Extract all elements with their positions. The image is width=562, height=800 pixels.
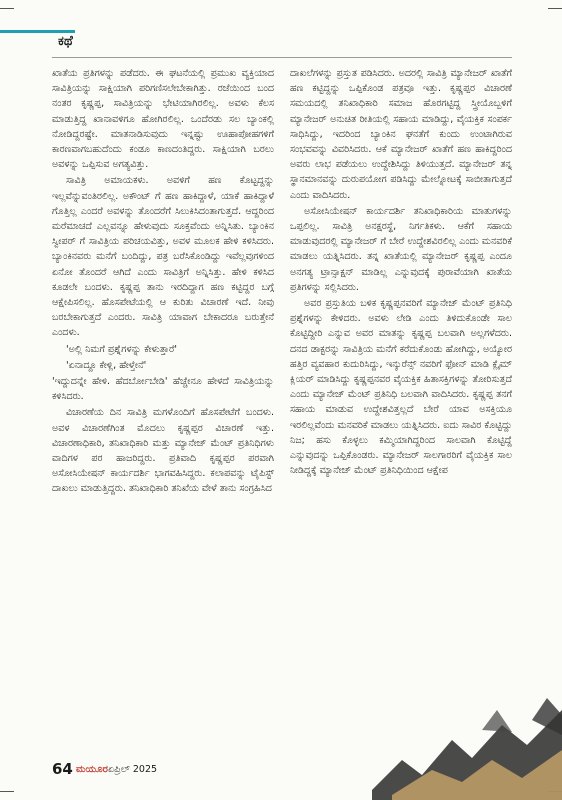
paragraph: ಅಸೋಸಿಯೇಷನ್ ಕಾರ್ಯದರ್ಶಿ ತನಿಖಾಧಿಕಾರಿಯ ಮಾತುಗಳನ್ನು ಒಪ್ಪಲಿಲ್ಲ. ಸಾವಿತ್ರಿ ಅನಕ್ಷರಸ್ಥೆ, ನಿರ್ಗತಿಕಳು. ಆಕೆಗೆ ಸಹಾಯ ಮಾಡುವುದರಲ್ಲಿ ಮ್ಯಾನೇಜರ್ ಗೆ ಬೇರೆ ಉದ್ದೇಶವಿರಲಿಲ್ಲ ಎಂದು ಮನವರಿಕೆ ಮಾಡಲು ಯತ್ನಿಸಿದರು. ತನ್ನ ಖಾತೆಯಲ್ಲಿ ಮ್ಯಾನೇಜರ್ ಕೃಷ್ಣಪ್ಪ ಎಂದೂ ಅನಗತ್ಯ ಟ್ರಾನ್ಸಾಕ್ಷನ್ ಮಾಡಿಲ್ಲ ಎನ್ನುವುದಕ್ಕೆ ಪುರಾವೆಯಾಗಿ ಖಾತೆಯ ಪ್ರತಿಗಳನ್ನು ಸಲ್ಲಿಸಿದರು. <box>290 205 512 293</box>
crop-mark <box>0 791 14 792</box>
paragraph: 'ಏನಾದ್ದೂ ಕೇಳ್ಲಿ, ಹೇಳ್ತೇನೆ' <box>66 359 147 371</box>
paragraph: 'ಇದ್ದುದನ್ನೇ ಹೇಳಿ. ಹೆದರ್ಬೋಬೇಡಿ' ಹೆಚ್ಚೇನೂ ಹೇಳದೆ ಸಾವಿತ್ರಿಯನ್ನು ಕಳಿಸಿದರು. <box>52 376 274 403</box>
decorative-brush-art <box>362 690 562 800</box>
paragraph: ದಾಖಲೆಗಳನ್ನು ಪ್ರಸ್ತುತ ಪಡಿಸಿದರು. ಅದರಲ್ಲಿ ಸಾವಿತ್ರಿ ಮ್ಯಾನೇಜರ್ ಖಾತೆಗೆ ಹಣ ಕಟ್ಟಿದ್ದನ್ನು ಒಪ್ಪಿಕೊಂಡ ಪತ್ರವೂ ಇತ್ತು. ಕೃಷ್ಣಪ್ಪರ ವಿಚಾರಣೆ ಸಮಯದಲ್ಲಿ ತನಿಖಾಧಿಕಾರಿ ಸಮಾಜ ಹೊರಗಟ್ಟಿದ್ದ ಸ್ತ್ರೀಯೊಬ್ಬಳಿಗೆ ಮ್ಯಾನೇಜರ್ ಅನುಚಿತ ರೀತಿಯಲ್ಲಿ ಸಹಾಯ ಮಾಡಿದ್ದು, ವೈಯಕ್ತಿಕ ಸಂಪರ್ಕ ಸಾಧಿಸಿದ್ದು, ಇದರಿಂದ ಬ್ಯಾಂಕಿನ ಘನತೆಗೆ ಕುಂದು ಉಂಟಾಗಿರುವ ಸಂಭವವನ್ನು ವಿವರಿಸಿದರು. ಆಕೆ ಮ್ಯಾನೇಜರ್ ಖಾತೆಗೆ ಹಣ ಹಾಕಿದ್ದರಿಂದ ಅವರು ಲಾಭ ಪಡೆಯಲು ಉದ್ದೇಶಿಸಿದ್ದು ತಿಳಿಯುತ್ತದೆ. ಮ್ಯಾನೇಜರ್ ತನ್ನ ಸ್ಥಾನಮಾನವನ್ನು ದುರುಪಯೋಗ ಪಡಿಸಿದ್ದು ಮೇಲ್ನೋಟಕ್ಕೆ ಸಾಬೀತಾಗುತ್ತದೆ ಎಂದು ವಾದಿಸಿದರು. <box>290 68 512 201</box>
left-column <box>52 66 274 498</box>
paragraph: ಸಾವಿತ್ರಿ ಅಮಾಯಕಳು. ಅವಳಿಗೆ ಹಣ ಕೊಟ್ಟದ್ದನ್ನು ಇಲ್ಲವೆನ್ನುವಂತಿರಲಿಲ್ಲ. ಅಕೌಂಟ್ ಗೆ ಹಣ ಹಾಕಿದ್ದಾಳೆ, ಯಾಕೆ ಹಾಕಿದ್ದಾಳೆ ಗೊತ್ತಿಲ್ಲ ಎಂದರೆ ಅವಳನ್ನು ತೊಂದರೆಗೆ ಸಿಲುಕಿಸಿದಂತಾಗುತ್ತದೆ. ಆದ್ದರಿಂದ ಮರೆಮಾಚದೆ ಎಲ್ಲವನ್ನೂ ಹೇಳುವುದು ಸೂಕ್ತವೆಂದು ಅನ್ನಿಸಿತು. ಬ್ಯಾಂಕಿನ ಸ್ವೀಪರ್ ಗೆ ಸಾವಿತ್ರಿಯ ಪರಿಚಯವಿತ್ತು, ಅವಳ ಮೂಲಕ ಹೇಳಿ ಕಳಿಸಿದರು. ಬ್ಯಾಂಕಿನವರು ಮನೆಗೆ ಬಂದಿದ್ದು, ಪತ್ರ ಬರೆಸಿಕೊಂಡಿದ್ದು ಇವೆಲ್ಲವುಗಳಿಂದ ಏನೋ ತೊಂದರೆ ಆಗಿದೆ ಎಂದು ಸಾವಿತ್ರಿಗೆ ಅನ್ನಿಸಿತ್ತು. ಹೇಳಿ ಕಳಿಸಿದ ಕೂಡಲೇ ಬಂದಳು. ಕೃಷ್ಣಪ್ಪ ತಾನು ಇರದಿದ್ದಾಗ ಹಣ ಕಟ್ಟಿದ್ದರ ಬಗ್ಗೆ ಆಕ್ಷೇಪಿಸಲಿಲ್ಲ. ಹೊಸಪೇಟೆಯಲ್ಲಿ ಆ ಕುರಿತು ವಿಚಾರಣೆ ಇದೆ. ನೀವು ಬರಬೇಕಾಗುತ್ತದೆ ಎಂದರು. ಸಾವಿತ್ರಿ ಯಾವಾಗ ಬೇಕಾದರೂ ಬರುತ್ತೇನೆ ಎಂದಳು. <box>52 175 274 339</box>
right-column <box>290 66 512 479</box>
section-title: ಕಥೆ <box>58 34 73 49</box>
header-divider <box>52 57 512 58</box>
issue-date: ಏಪ್ರಿಲ್ 2025 <box>108 764 158 775</box>
paragraph: ಖಾತೆಯ ಪ್ರತಿಗಳನ್ನು ಪಡೆದರು. ಈ ಘಟನೆಯಲ್ಲಿ ಪ್ರಮುಖ ವ್ಯಕ್ತಿಯಾದ ಸಾವಿತ್ರಿಯನ್ನು ಸಾಕ್ಷಿಯಾಗಿ ಪರಿಗಣಿಸಲೇಬೇಕಾಗಿತ್ತು. ರಜೆಯಿಂದ ಬಂದ ನಂತರ ಕೃಷ್ಣಪ್ಪ, ಸಾವಿತ್ರಿಯನ್ನು ಭೇಟಿಯಾಗಿರಲಿಲ್ಲ. ಅವಳು ಕೆಲಸ ಮಾಡುತ್ತಿದ್ದ ಖಾನಾವಳಿಗೂ ಹೋಗಿರಲಿಲ್ಲ. ಒಂದೆರಡು ಸಲ ಬ್ಯಾಂಕಲ್ಲಿ ನೋಡಿದ್ದರಷ್ಟೇ. ಮಾತನಾಡಿಸುವುದು ಇನ್ನಷ್ಟು ಊಹಾಪೋಹಗಳಿಗೆ ಕಾರಣವಾಗಬಹುದೆಂದು ಕಂಡೂ ಕಾಣದಂತಿದ್ದರು. ಸಾಕ್ಷಿಯಾಗಿ ಬರಲು ಅವಳನ್ನು ಒಪ್ಪಿಸುವ ಅಗತ್ಯವಿತ್ತು. <box>52 68 274 171</box>
header-accent-bar <box>0 30 75 33</box>
paragraph: ಅವರ ಪ್ರಸ್ತುತಿಯ ಬಳಿಕ ಕೃಷ್ಣಪ್ಪನವರಿಗೆ ಮ್ಯಾನೇಜ್ ಮೆಂಟ್ ಪ್ರತಿನಿಧಿ ಪ್ರಶ್ನೆಗಳನ್ನು ಕೇಳಿದರು. ಅವಳು ಲೇಡಿ ಎಂದು ತಿಳಿದುಕೊಂಡೇ ಸಾಲ ಕೊಟ್ಟಿದ್ದೀರಿ ಎನ್ನುವ ಅವರ ಮಾತನ್ನು ಕೃಷ್ಣಪ್ಪ ಬಲವಾಗಿ ಅಲ್ಲಗಳೆದರು. ದನದ ಡಾಕ್ಟರನ್ನು ಸಾವಿತ್ರಿಯ ಮನೆಗೆ ಕರೆದುಕೊಂಡು ಹೋಗಿದ್ದು, ಅಯ್ಯೋರ ಹತ್ತಿರ ವ್ಯವಹಾರ ಕುದುರಿಸಿದ್ದು, ಇನ್ಶುರೆನ್ಸ್ ನವರಿಗೆ ಫೋನ್ ಮಾಡಿ ಕ್ಲೈಮ್ ಕ್ಲಿಯರ್ ಮಾಡಿಸಿದ್ದು ಕೃಷ್ಣಪ್ಪನವರ ವೈಯಕ್ತಿಕ ಹಿತಾಸಕ್ತಿಗಳನ್ನು ತೋರಿಸುತ್ತದೆ ಎಂದು ಮ್ಯಾನೇಜ್ ಮೆಂಟ್ ಪ್ರತಿನಿಧಿ ಬಲವಾಗಿ ವಾದಿಸಿದರು. ಕೃಷ್ಣಪ್ಪ ತನಗೆ ಸಹಾಯ ಮಾಡುವ ಉದ್ದೇಶವಿತ್ತಲ್ಲದೆ ಬೇರೆ ಯಾವ ಅಸಕ್ತಿಯೂ ಇರಲಿಲ್ಲವೆಂದು ಮನವರಿಕೆ ಮಾಡಲು ಯತ್ನಿಸಿದರು. ಐದು ಸಾವಿರ ಕೊಟ್ಟಿದ್ದು ನಿಜ; ಹಸು ಕೊಳ್ಳಲು ಕಮ್ಮಿಯಾಗಿದ್ದರಿಂದ ಸಾಲವಾಗಿ ಕೊಟ್ಟಿದ್ದೆ ಎನ್ನುವುದನ್ನು ಒಪ್ಪಿಕೊಂಡರು. ಮ್ಯಾನೇಜರ್ ಸಾಲಗಾರರಿಗೆ ವೈಯಕ್ತಿಕ ಸಾಲ ನೀಡಿದ್ದಕ್ಕೆ ಮ್ಯಾನೇಜ್ ಮೆಂಟ್ ಪ್ರತಿನಿಧಿಯಿಂದ ಆಕ್ಷೇಪ <box>290 298 512 477</box>
paragraph: 'ಅಲ್ಲಿ ನಿಮಗೆ ಪ್ರಶ್ನೆಗಳನ್ನು ಕೇಳುತ್ತಾರೆ' <box>66 343 177 355</box>
magazine-name: ಮಯೂರ <box>76 764 108 775</box>
crop-mark <box>0 8 14 9</box>
crop-mark <box>548 8 562 9</box>
page-number: 64 <box>52 760 73 778</box>
paragraph: ವಿಚಾರಣೆಯ ದಿನ ಸಾವಿತ್ರಿ ಮಗಳೊಂದಿಗೆ ಹೊಸಪೇಟೆಗೆ ಬಂದಳು. ಅವಳ ವಿಚಾರಣೆಗಿಂತ ಮೊದಲು ಕೃಷ್ಣಪ್ಪರ ವಿಚಾರಣೆ ಇತ್ತು. ವಿಚಾರಣಾಧಿಕಾರಿ, ತನಿಖಾಧಿಕಾರಿ ಮತ್ತು ಮ್ಯಾನೇಜ್ ಮೆಂಟ್ ಪ್ರತಿನಿಧಿಗಳು ವಾದಿಗಳ ಪರ ಹಾಜರಿದ್ದರು. ಪ್ರತಿವಾದಿ ಕೃಷ್ಣಪ್ಪರ ಪರವಾಗಿ ಅಸೋಸಿಯೇಷನ್ ಕಾರ್ಯದರ್ಶಿ ಭಾಗವಹಿಸಿದ್ದರು. ಕಲಾಪವನ್ನು ಟೈಪಿಸ್ಟ್ ದಾಖಲು ಮಾಡುತ್ತಿದ್ದರು. ತನಿಖಾಧಿಕಾರಿ ತನಿಖೆಯ ವೇಳೆ ತಾನು ಸಂಗ್ರಹಿಸಿದ <box>52 407 274 495</box>
